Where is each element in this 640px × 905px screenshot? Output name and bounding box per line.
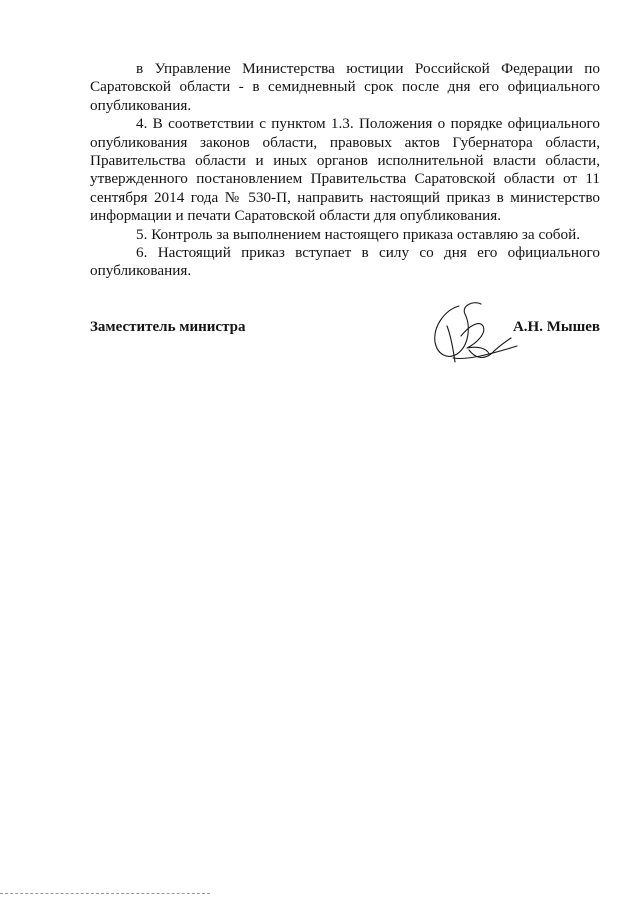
signatory-name: А.Н. Мышев	[512, 319, 600, 335]
paragraph-item-5: 5. Контроль за выполнением настоящего приказа оставляю за собой.	[136, 225, 581, 243]
handwritten-signature-icon	[425, 296, 520, 374]
signatory-title: Заместитель министра	[90, 319, 246, 335]
signature-block	[90, 314, 600, 394]
document-body	[90, 60, 600, 281]
paragraph-item-4: 4. В соответствии с пунктом 1.3. Положения о порядке официального опубликования законов области, правовых актов Губернатора области, Правительства области и иных органов исполнительной власти области, утвержденного постановлением Правительства Саратовской области от 11 сентября 2014 года № 530-П, направить настоящий приказ в министерство информации и печати Саратовской области для опубликования.	[90, 115, 600, 225]
paragraph-item-6: 6. Настоящий приказ вступает в силу со дня его официального опубликования.	[90, 244, 600, 280]
scan-edge-line	[0, 893, 210, 894]
paragraph-continuation: в Управление Министерства юстиции Российской Федерации по Саратовской области - в семидневный срок после дня его официального опубликования.	[90, 60, 600, 114]
